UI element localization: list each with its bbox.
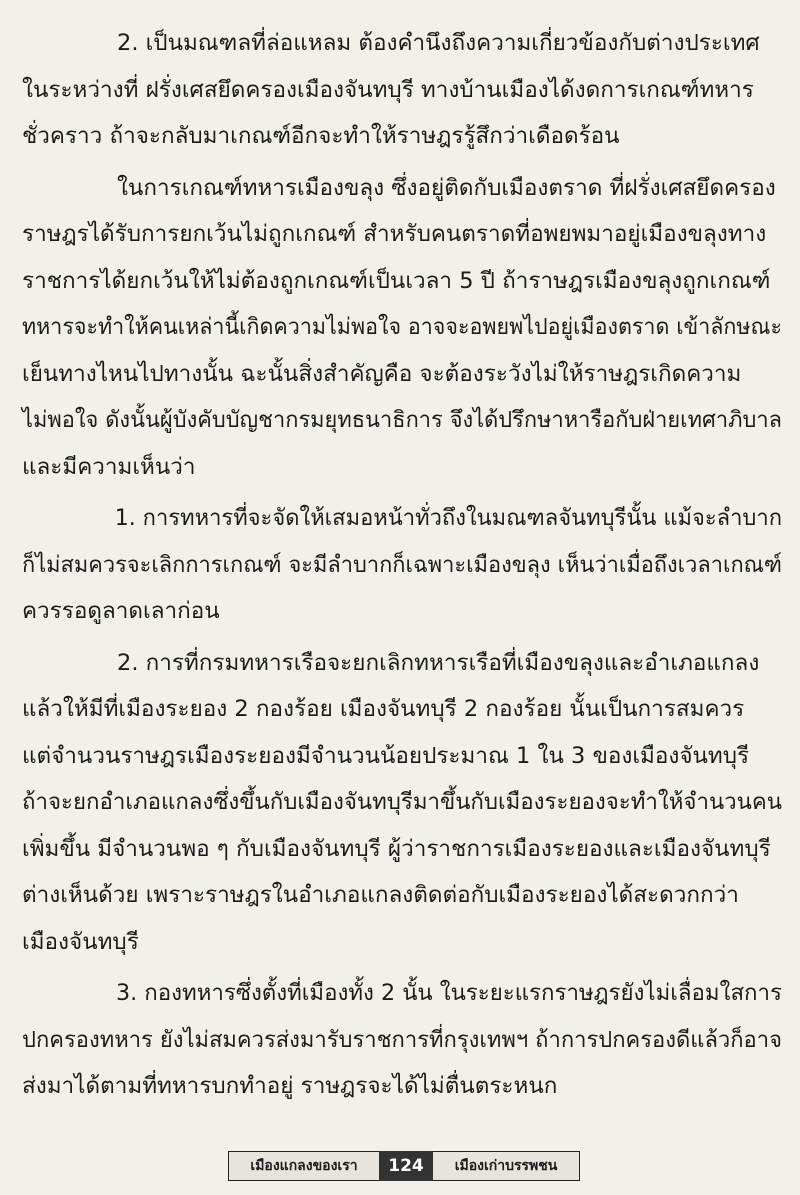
footer-section-title: เมืองเก่าบรรพชน <box>433 1151 580 1181</box>
text-line: ส่งมาได้ตามที่ทหารบกทำอยู่ ราษฎรจะได้ไม่ตื่นตระหนก <box>22 1073 558 1099</box>
text-line: ต่างเห็นด้วย เพราะราษฎรในอำเภอแกลงติดต่อกับเมืองระยองได้สะดวกกว่า <box>22 882 739 908</box>
text-line: แล้วให้มีที่เมืองระยอง 2 กองร้อย เมืองจันทบุรี 2 กองร้อย นั้นเป็นการสมควร <box>22 696 745 722</box>
text-line: เพิ่มขึ้น มีจำนวนพอ ๆ กับเมืองจันทบุรี ผู้ว่าราชการเมืองระยองและเมืองจันทบุรี <box>22 835 771 862</box>
page-number: 124 <box>379 1151 433 1181</box>
text-line: ในระหว่างที่ ฝรั่งเศสยึดครองเมืองจันทบุรี ทางบ้านเมืองได้งดการเกณฑ์ทหาร <box>22 76 754 103</box>
page-footer <box>228 1151 580 1181</box>
text-line: ปกครองทหาร ยังไม่สมควรส่งมารับราชการที่กรุงเทพฯ ถ้าการปกครองดีแล้วก็อาจ <box>22 1026 782 1053</box>
text-line: ชั่วคราว ถ้าจะกลับมาเกณฑ์อีกจะทำให้ราษฎรรู้สึกว่าเดือดร้อน <box>22 123 620 149</box>
paragraph-1 <box>22 20 782 160</box>
text-line: ราษฎรได้รับการยกเว้นไม่ถูกเกณฑ์ สำหรับคนตราดที่อพยพมาอยู่เมืองขลุงทาง <box>22 221 767 247</box>
paragraph-4 <box>22 640 782 966</box>
text-line: เมืองจันทบุรี <box>22 928 139 955</box>
paragraph-3 <box>22 495 782 635</box>
text-line: 2. การที่กรมทหารเรือจะยกเลิกทหารเรือที่เมืองขลุงและอำเภอแกลง <box>117 649 760 676</box>
text-line: ทหารจะทำให้คนเหล่านี้เกิดความไม่พอใจ อาจจะอพยพไปอยู่เมืองตราด เข้าลักษณะ <box>22 314 782 340</box>
paragraph-5 <box>22 970 782 1110</box>
text-line: ควรรอดูลาดเลาก่อน <box>22 598 220 624</box>
text-line: แต่จำนวนราษฎรเมืองระยองมีจำนวนน้อยประมาณ 1 ใน 3 ของเมืองจันทบุรี <box>22 742 750 769</box>
text-line: 1. การทหารที่จะจัดให้เสมอหน้าทั่วถึงในมณฑลจันทบุรีนั้น แม้จะลำบาก <box>114 505 783 531</box>
text-line: ก็ไม่สมควรจะเลิกการเกณฑ์ จะมีลำบากก็เฉพาะเมืองขลุง เห็นว่าเมื่อถึงเวลาเกณฑ์ <box>22 551 782 578</box>
footer-book-title: เมืองแกลงของเรา <box>228 1151 379 1181</box>
text-line: และมีความเห็นว่า <box>22 453 196 480</box>
text-line: ถ้าจะยกอำเภอแกลงซึ่งขึ้นกับเมืองจันทบุรีมาขึ้นกับเมืองระยองจะทำให้จำนวนคน <box>22 789 782 815</box>
text-line: 3. กองทหารซึ่งตั้งที่เมืองทั้ง 2 นั้น ในระยะแรกราษฎรยังไม่เลื่อมใสการ <box>115 980 783 1006</box>
text-line: ราชการได้ยกเว้นให้ไม่ต้องถูกเกณฑ์เป็นเวลา 5 ปี ถ้าราษฎรเมืองขลุงถูกเกณฑ์ <box>22 267 771 294</box>
text-line: 2. เป็นมณฑลที่ล่อแหลม ต้องคำนึงถึงความเกี่ยวข้องกับต่างประเทศ <box>117 30 760 56</box>
body-text <box>22 20 782 1115</box>
paragraph-2 <box>22 165 782 491</box>
text-line: เย็นทางไหนไปทางนั้น ฉะนั้นสิ่งสำคัญคือ จะต้องระวังไม่ให้ราษฎรเกิดความ <box>22 360 742 387</box>
text-line: ในการเกณฑ์ทหารเมืองขลุง ซึ่งอยู่ติดกับเมืองตราด ที่ฝรั่งเศสยึดครอง <box>117 174 776 201</box>
text-line: ไม่พอใจ ดังนั้นผู้บังคับบัญชากรมยุทธนาธิการ จึงได้ปรึกษาหารือกับฝ่ายเทศาภิบาล <box>22 407 782 433</box>
